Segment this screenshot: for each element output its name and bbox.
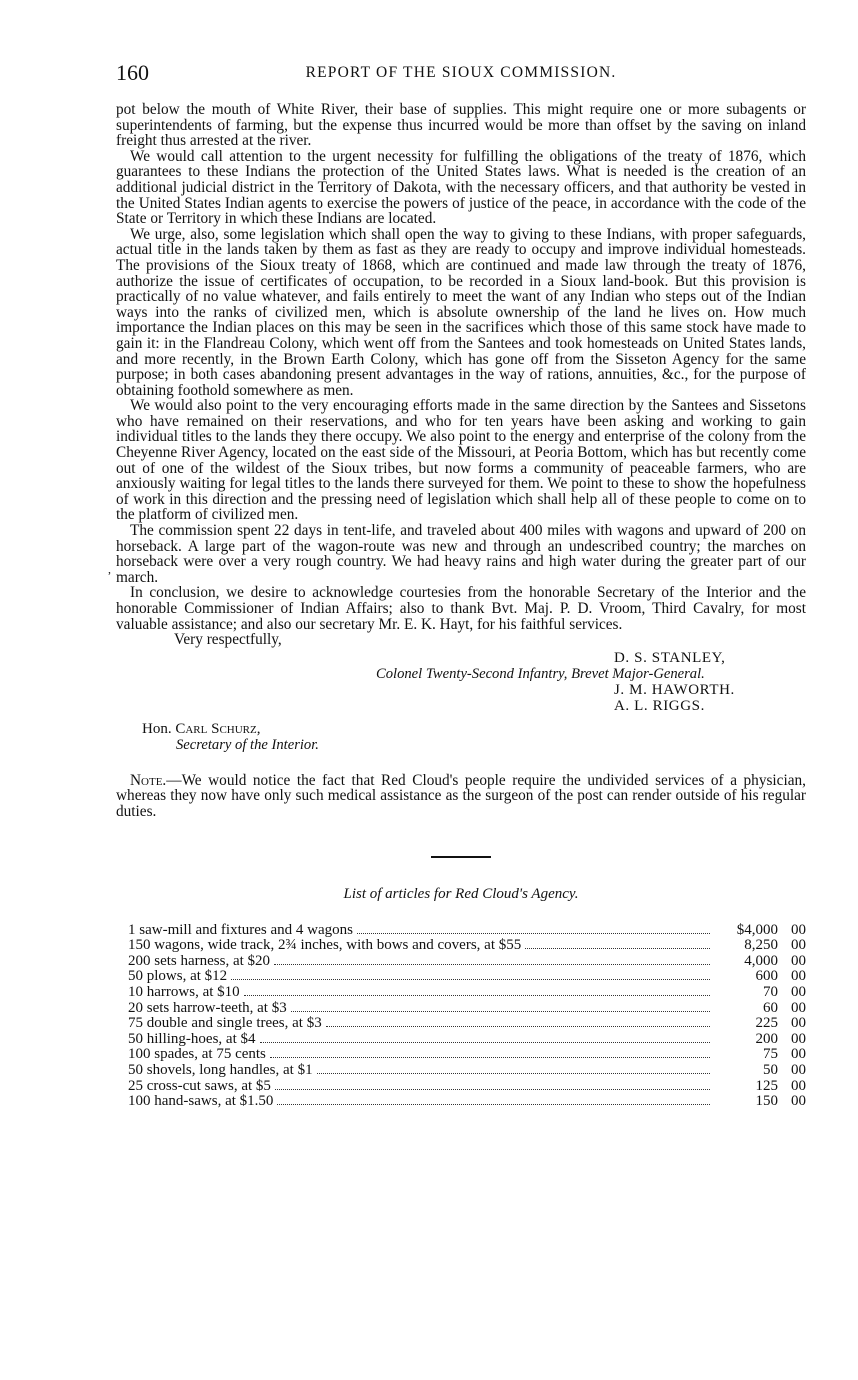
item-amount: 225 [755, 1015, 778, 1032]
section-divider [431, 856, 491, 858]
addressee-prefix: Hon. [142, 720, 172, 737]
list-item [128, 985, 806, 1001]
item-amount: 600 [755, 968, 778, 985]
item-amount: 4,000 [744, 952, 778, 969]
closing-salutation: Very respectfully, [174, 631, 282, 649]
margin-mark: , [108, 562, 111, 576]
addressee-title: Secretary of the Interior. [176, 736, 319, 753]
list-item [128, 1079, 806, 1095]
list-item [128, 1032, 806, 1048]
item-cents: 00 [791, 921, 806, 938]
list-item [128, 938, 806, 954]
item-amount: 75 [763, 1046, 778, 1063]
addressee [142, 721, 806, 737]
running-head: REPORT OF THE SIOUX COMMISSION. [305, 64, 617, 81]
item-cents: 00 [791, 1046, 806, 1063]
item-description: 25 cross-cut saws, at $5 [128, 1077, 271, 1094]
note-label: Note. [130, 771, 167, 789]
dot-leader [270, 1057, 710, 1058]
paragraph: pot below the mouth of White River, their base of supplies. This might require one or more subagents or superintendents of farming, but the expense thus incurred would be more than offset by the saving on inland freight thus arrested at the river. [116, 101, 806, 150]
item-description: 50 hilling-hoes, at $4 [128, 1030, 256, 1047]
item-cents: 00 [791, 1015, 806, 1032]
note-text: —We would notice the fact that Red Cloud's people require the undivided services of a physician, whereas they now have only such medical assistance as the surgeon of the post can render outside of his regular duties. [116, 771, 806, 820]
item-cents: 00 [791, 1061, 806, 1078]
list-title: List of articles for Red Cloud's Agency. [343, 885, 579, 902]
item-description: 100 spades, at 75 cents [128, 1046, 266, 1063]
articles-list [116, 923, 806, 1110]
page-header [116, 60, 806, 90]
item-amount: 125 [755, 1077, 778, 1094]
item-description: 10 harrows, at $10 [128, 983, 240, 1000]
item-cents: 00 [791, 1077, 806, 1094]
note-paragraph [116, 773, 806, 820]
item-description: 200 sets harness, at $20 [128, 952, 271, 969]
item-cents: 00 [791, 968, 806, 985]
item-description: 100 hand-saws, at $1.50 [128, 1093, 274, 1110]
item-amount: 70 [763, 983, 778, 1000]
paragraph: We urge, also, some legislation which shall open the way to giving to these Indians, with proper safeguards, actual title in the lands taken by them as fast as they are ready to occupy and improve individual homesteads. The provisions of the Sioux treaty of 1868, which are continued and made law through the treaty of 1876, authorize the issue of certificates of occupation, to be recorded in a Sioux land-book. But this provision is practically of no value whatever, and fails entirely to meet the want of any Indian who steps out of the Indian ways into the ranks of civilized men, which is absolute ownership of the land he lives on. How much importance the Indian places on this may be seen in the sacrifices which those of this same stock have made to gain it: in the Flandreau Colony, which went off from the Santees and took homesteads on United States lands, and more recently, in the Brown Earth Colony, which has gone off from the Sisseton Agency for the same purpose; in both cases abandoning present advantages in the way of rations, annuities, &c., for the purpose of obtaining foothold somewhere as men. [116, 225, 806, 399]
dot-leader [231, 979, 710, 980]
list-item [128, 969, 806, 985]
item-cents: 00 [791, 1030, 806, 1047]
item-amount: 150 [755, 1093, 778, 1110]
list-item [128, 1001, 806, 1017]
paragraph: We would call attention to the urgent necessity for fulfilling the obligations of the treaty of 1876, which guarantees to these Indians the protection of the United States laws. What is needed is the creation of an additional judicial district in the Territory of Dakota, with the necessary officers, and that authority be vested in the United States Indian agents to exercise the powers of justice of the peace, in accordance with the code of the State or Territory in which these Indians are located. [116, 147, 806, 228]
signature-block [116, 651, 806, 715]
item-cents: 00 [791, 999, 806, 1016]
paragraph: We would also point to the very encouraging efforts made in the same direction by the Santees and Sissetons who have remained on their reservations, and who for ten years have been asking and working to gain individual titles to the lands they there occupy. We also point to the energy and enterprise of the colony from the Cheyenne River Agency, located on the east side of the Missouri, at Peoria Bottom, which has but recently come out of one of the wildest of the Sioux tribes, but now forms a community of peaceable farmers, who are anxiously waiting for legal titles to the lands there surveyed for them. We point to these to show the hopefulness of work in this direction and the pressing need of legislation which shall help all of these people to come on to the platform of civilized men. [116, 397, 806, 524]
list-item [128, 1094, 806, 1110]
signature-stanley-title: Colonel Twenty-Second Infantry, Brevet Major-General. [376, 665, 705, 682]
dot-leader [274, 964, 710, 965]
item-description: 50 shovels, long handles, at $1 [128, 1061, 313, 1078]
signature-haworth: J. M. HAWORTH. [614, 681, 735, 698]
item-cents: 00 [791, 1093, 806, 1110]
item-amount: 8,250 [744, 937, 778, 954]
dot-leader [317, 1073, 710, 1074]
addressee-name: Carl Schurz, [175, 720, 261, 737]
list-item [128, 1016, 806, 1032]
dot-leader [277, 1104, 710, 1105]
dot-leader [275, 1089, 710, 1090]
item-amount: 60 [763, 999, 778, 1016]
dot-leader [260, 1042, 711, 1043]
item-description: 20 sets harrow-teeth, at $3 [128, 999, 287, 1016]
item-amount: $4,000 [736, 921, 778, 938]
item-amount: 200 [755, 1030, 778, 1047]
document-body [116, 102, 806, 1110]
item-cents: 00 [791, 983, 806, 1000]
signature-riggs: A. L. RIGGS. [614, 697, 705, 714]
paragraph: The commission spent 22 days in tent-life, and traveled about 400 miles with wagons and upward of 200 on horseback. A large part of the wagon-route was new and through an undescribed country; the marches on horseback were over a very rough country. We had heavy rains and high water during the greater part of our march. [116, 522, 806, 586]
list-item [128, 1047, 806, 1063]
list-item [128, 923, 806, 939]
dot-leader [291, 1011, 710, 1012]
paragraph: In conclusion, we desire to acknowledge courtesies from the honorable Secretary of the Interior and the honorable Commissioner of Indian Affairs; also to thank Bvt. Maj. P. D. Vroom, Third Cavalry, for most valuable assistance; and also our secretary Mr. E. K. Hayt, for his faithful services. [116, 584, 806, 633]
dot-leader [326, 1026, 710, 1027]
item-description: 150 wagons, wide track, 2¾ inches, with bows and covers, at $55 [128, 937, 522, 954]
item-description: 1 saw-mill and fixtures and 4 wagons [128, 921, 353, 938]
dot-leader [525, 948, 710, 949]
dot-leader [244, 995, 710, 996]
signature-stanley: D. S. STANLEY, [614, 649, 726, 666]
item-cents: 00 [791, 952, 806, 969]
dot-leader [357, 933, 710, 934]
list-item [128, 1063, 806, 1079]
item-cents: 00 [791, 937, 806, 954]
item-description: 50 plows, at $12 [128, 968, 228, 985]
page-number: 160 [116, 60, 149, 85]
list-item [128, 954, 806, 970]
item-description: 75 double and single trees, at $3 [128, 1015, 322, 1032]
item-amount: 50 [763, 1061, 778, 1078]
